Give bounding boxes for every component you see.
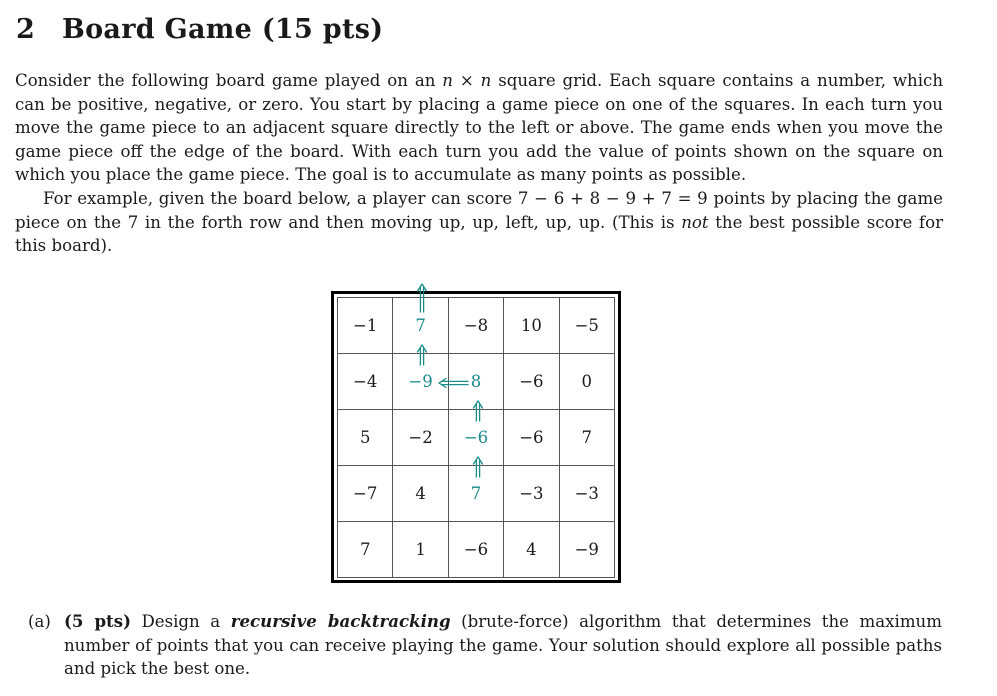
- board-cell-path: 8: [448, 354, 503, 410]
- board-row: [338, 522, 615, 578]
- section-title: Board Game (15 pts): [62, 14, 384, 45]
- part-label: (a): [28, 612, 51, 631]
- board-cell: 4: [504, 522, 559, 578]
- board-cell: −9: [559, 522, 614, 578]
- part-emphasis: recursive backtracking: [230, 611, 451, 631]
- board-cell: −3: [559, 466, 614, 522]
- board-cell: −5: [559, 298, 614, 354]
- board-cell: −8: [448, 298, 503, 354]
- board-cell: −6: [504, 410, 559, 466]
- section-heading: [16, 14, 383, 45]
- board-row: [338, 410, 615, 466]
- board-cell: 10: [504, 298, 559, 354]
- board-cell: −2: [393, 410, 448, 466]
- board-cell-path: 7: [393, 298, 448, 354]
- math-var-n: n: [480, 71, 492, 90]
- part-points: (5 pts): [64, 611, 131, 631]
- board-cell-path: −9: [393, 354, 448, 410]
- example-text: For example, given the board below, a player can score 7 − 6 + 8 − 9 + 7 = 9 points by placing the game piece on the 7 in the forth row and then moving up, up, left, up, up. (This is: [15, 188, 943, 232]
- board-cell: 7: [559, 410, 614, 466]
- intro-text: square grid. Each square contains a number, which can be positive, negative, or zero. You start by placing a game piece on one of the squares. In each turn you move the game piece to an adjacent square directly to the left or above. The game ends when you move the game piece off the edge of the board. With each turn you add the value of points shown on the square on which you place the game piece. The goal is to accumulate as many points as possible.: [15, 71, 944, 185]
- board-cell: 1: [393, 522, 448, 578]
- board-row: [338, 466, 615, 522]
- section-number: 2: [16, 14, 36, 45]
- game-board: [331, 291, 621, 583]
- board-cell-path: 7: [448, 466, 503, 522]
- board-cell: −1: [338, 298, 393, 354]
- board-cell-path: −6: [448, 410, 503, 466]
- board-cell: 4: [393, 466, 448, 522]
- board-cell: 7: [338, 522, 393, 578]
- problem-description: [15, 69, 943, 258]
- board-cell: −4: [338, 354, 393, 410]
- board-cell: 5: [338, 410, 393, 466]
- board-row: [338, 354, 615, 410]
- math-var-n: n: [442, 71, 453, 90]
- part-text: Design a: [130, 612, 231, 631]
- board-cell: −3: [504, 466, 559, 522]
- intro-paragraph-2: [15, 187, 943, 258]
- emphasis-not: not: [681, 212, 709, 232]
- question-part-a: [28, 610, 942, 681]
- board-cell: −7: [338, 466, 393, 522]
- part-a-body: [64, 610, 942, 681]
- board-cell: −6: [448, 522, 503, 578]
- example-text: the best possible score for this board).: [15, 212, 943, 256]
- intro-paragraph-1: [15, 69, 943, 187]
- board-cell: −6: [504, 354, 559, 410]
- board-row: [338, 298, 615, 354]
- math-times: ×: [452, 71, 481, 90]
- board-cell: 0: [559, 354, 614, 410]
- intro-text: Consider the following board game played on an: [15, 71, 443, 90]
- part-text: (brute-force) algorithm that determines the maximum number of points that you can receive playing the game. Your solution should explore all possible paths and pick the best one.: [64, 612, 942, 679]
- board-grid: [337, 297, 615, 578]
